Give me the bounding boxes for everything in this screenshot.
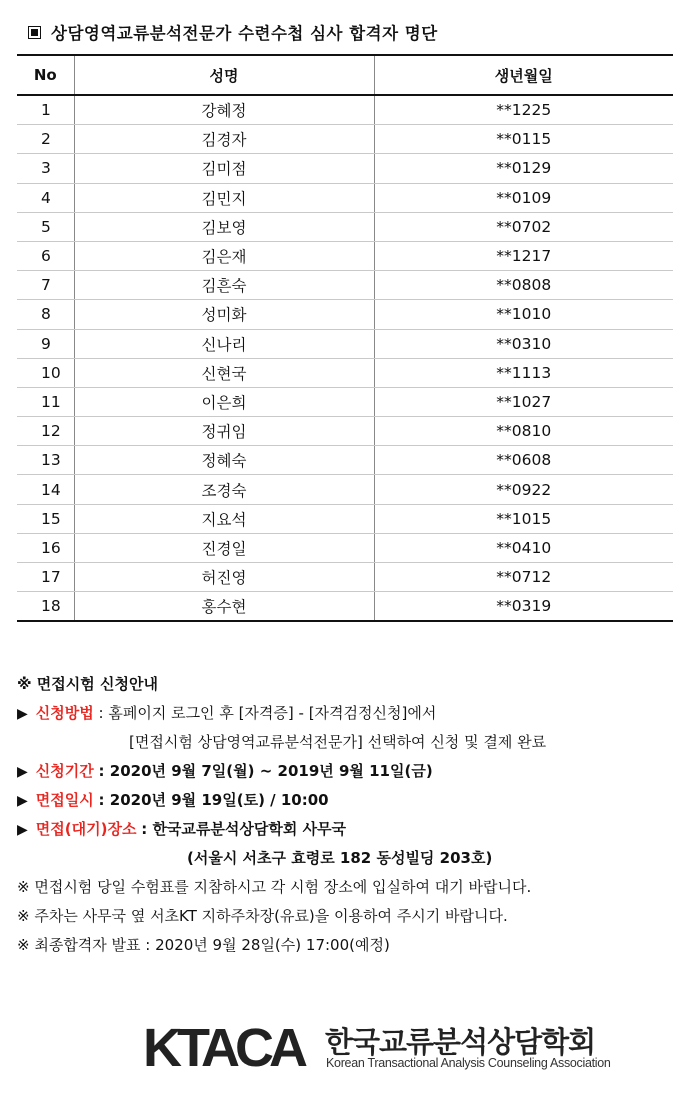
triangle-bullet-icon: ▶ — [17, 764, 28, 780]
cell-no: 2 — [17, 125, 74, 154]
table-row — [17, 125, 673, 154]
cell-name: 진경일 — [74, 533, 374, 562]
cell-name: 김보영 — [74, 212, 374, 241]
header-no: No — [17, 55, 74, 95]
cell-name: 정혜숙 — [74, 446, 374, 475]
cell-no: 5 — [17, 212, 74, 241]
passers-table — [17, 54, 673, 622]
table-row — [17, 183, 673, 212]
cell-name: 이은희 — [74, 387, 374, 416]
method-text: : 홈페이지 로그인 후 [자격증] - [자격검정신청]에서 — [98, 704, 437, 722]
note-parking: ※ 주차는 사무국 옆 서초KT 지하주차장(유료)을 이용하여 주시기 바랍니다. — [17, 907, 508, 925]
interview-label: 면접일시 — [35, 791, 94, 809]
cell-no: 14 — [17, 475, 74, 504]
cell-name: 지요석 — [74, 504, 374, 533]
cell-no: 15 — [17, 504, 74, 533]
table-row — [17, 300, 673, 329]
cell-name: 홍수현 — [74, 592, 374, 622]
cell-birth: **0129 — [374, 154, 673, 183]
table-row — [17, 417, 673, 446]
cell-birth: **0310 — [374, 329, 673, 358]
cell-no: 10 — [17, 358, 74, 387]
table-row — [17, 446, 673, 475]
cell-name: 김은재 — [74, 241, 374, 270]
cell-name: 조경숙 — [74, 475, 374, 504]
interview-text: : 2020년 9월 19일(토) / 10:00 — [98, 791, 329, 809]
place-address: (서울시 서초구 효령로 182 동성빌딩 203호) — [187, 849, 493, 867]
table-row — [17, 387, 673, 416]
cell-no: 4 — [17, 183, 74, 212]
info-heading: ※ 면접시험 신청안내 — [17, 675, 158, 693]
table-header-row — [17, 55, 673, 95]
page-title — [28, 20, 438, 44]
cell-birth: **0608 — [374, 446, 673, 475]
cell-no: 3 — [17, 154, 74, 183]
table-row — [17, 154, 673, 183]
cell-birth: **0810 — [374, 417, 673, 446]
cell-name: 신현국 — [74, 358, 374, 387]
table-row — [17, 592, 673, 622]
cell-name: 정귀임 — [74, 417, 374, 446]
cell-name: 김미점 — [74, 154, 374, 183]
logo-english-name: Korean Transactional Analysis Counseling Association — [326, 1056, 611, 1070]
cell-no: 12 — [17, 417, 74, 446]
cell-no: 18 — [17, 592, 74, 622]
table-row — [17, 329, 673, 358]
ktaca-logo — [143, 1018, 611, 1078]
table-row — [17, 475, 673, 504]
cell-birth: **1027 — [374, 387, 673, 416]
place-line — [17, 815, 697, 844]
cell-no: 13 — [17, 446, 74, 475]
cell-no: 11 — [17, 387, 74, 416]
cell-birth: **1225 — [374, 95, 673, 125]
cell-name: 신나리 — [74, 329, 374, 358]
cell-name: 김경자 — [74, 125, 374, 154]
cell-birth: **1113 — [374, 358, 673, 387]
table-row — [17, 271, 673, 300]
interview-info — [17, 670, 697, 960]
header-name: 성명 — [74, 55, 374, 95]
title-text: 상담영역교류분석전문가 수련수첩 심사 합격자 명단 — [51, 24, 438, 43]
cell-birth: **0410 — [374, 533, 673, 562]
cell-birth: **0702 — [374, 212, 673, 241]
logo-mark: KTACA — [143, 1018, 303, 1078]
cell-no: 17 — [17, 563, 74, 592]
header-birth: 생년월일 — [374, 55, 673, 95]
cell-name: 강혜정 — [74, 95, 374, 125]
table-row — [17, 504, 673, 533]
cell-birth: **1010 — [374, 300, 673, 329]
cell-birth: **0922 — [374, 475, 673, 504]
table-row — [17, 212, 673, 241]
table-row — [17, 358, 673, 387]
note-final-announcement: ※ 최종합격자 발표 : 2020년 9월 28일(수) 17:00(예정) — [17, 936, 390, 954]
table-row — [17, 241, 673, 270]
cell-birth: **1217 — [374, 241, 673, 270]
table-row — [17, 95, 673, 125]
table-row — [17, 533, 673, 562]
period-line — [17, 757, 697, 786]
triangle-bullet-icon: ▶ — [17, 793, 28, 809]
logo-korean-name: 한국교류분석상담학회 — [325, 1025, 596, 1059]
cell-no: 6 — [17, 241, 74, 270]
table-body — [17, 95, 673, 621]
cell-birth: **0712 — [374, 563, 673, 592]
note-exam-day: ※ 면접시험 당일 수험표를 지참하시고 각 시험 장소에 입실하여 대기 바랍니다. — [17, 878, 532, 896]
cell-birth: **0115 — [374, 125, 673, 154]
period-label: 신청기간 — [35, 762, 94, 780]
cell-name: 김흔숙 — [74, 271, 374, 300]
cell-no: 8 — [17, 300, 74, 329]
method-line — [17, 699, 697, 728]
place-label: 면접(대기)장소 — [35, 820, 137, 838]
cell-birth: **0808 — [374, 271, 673, 300]
cell-no: 16 — [17, 533, 74, 562]
cell-no: 9 — [17, 329, 74, 358]
cell-name: 김민지 — [74, 183, 374, 212]
cell-no: 1 — [17, 95, 74, 125]
cell-no: 7 — [17, 271, 74, 300]
interview-line — [17, 786, 697, 815]
table-row — [17, 563, 673, 592]
cell-birth: **0319 — [374, 592, 673, 622]
place-text: : 한국교류분석상담학회 사무국 — [141, 820, 347, 838]
cell-birth: **0109 — [374, 183, 673, 212]
square-bullet-icon — [28, 26, 41, 39]
period-text: : 2020년 9월 7일(월) ~ 2019년 9월 11일(금) — [98, 762, 433, 780]
method-text-continued: [면접시험 상담영역교류분석전문가] 선택하여 신청 및 결제 완료 — [129, 733, 547, 751]
triangle-bullet-icon: ▶ — [17, 706, 28, 722]
cell-name: 허진영 — [74, 563, 374, 592]
cell-birth: **1015 — [374, 504, 673, 533]
cell-name: 성미화 — [74, 300, 374, 329]
method-label: 신청방법 — [35, 704, 94, 722]
triangle-bullet-icon: ▶ — [17, 822, 28, 838]
